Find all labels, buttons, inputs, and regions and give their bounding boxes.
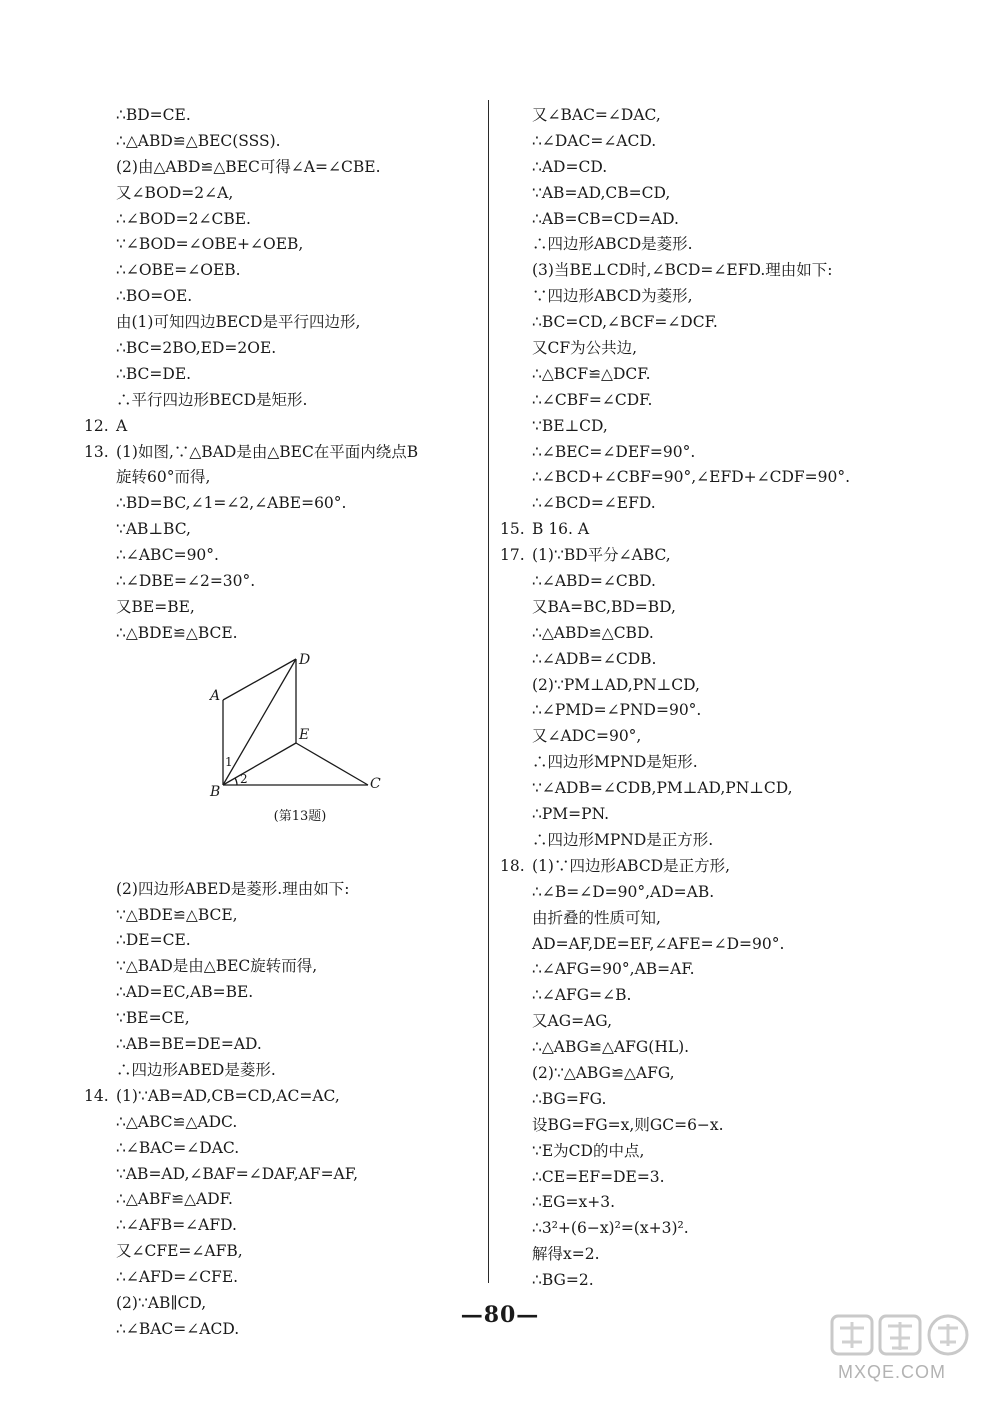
answer-text: ∴BG=FG. bbox=[532, 1089, 607, 1108]
answer-line bbox=[84, 1110, 484, 1136]
right-column bbox=[500, 103, 920, 1294]
answer-text: ∴∠ABC=90°. bbox=[116, 546, 219, 565]
answer-text: ∵∠ADB=∠CDB,PM⊥AD,PN⊥CD, bbox=[532, 779, 793, 798]
answer-text: 设BG=FG=x,则GC=6−x. bbox=[532, 1115, 724, 1134]
answer-text: ∴AD=CD. bbox=[532, 157, 608, 176]
segment-BE bbox=[223, 743, 296, 785]
answer-text: AD=AF,DE=EF,∠AFE=∠D=90°. bbox=[532, 934, 785, 953]
answer-line bbox=[500, 414, 920, 440]
answer-line bbox=[84, 1136, 484, 1162]
answer-text: 又∠BOD=2∠A, bbox=[116, 183, 234, 202]
answer-text: ∵△BAD是由△BEC旋转而得, bbox=[116, 957, 318, 976]
answer-text: ∵四边形ABCD为菱形, bbox=[532, 287, 693, 306]
answer-line bbox=[500, 1061, 920, 1087]
answer-text: 又∠BAC=∠DAC, bbox=[532, 106, 661, 124]
answer-line bbox=[500, 284, 920, 310]
answer-line bbox=[500, 983, 920, 1009]
answer-text: ∴∠DAC=∠ACD. bbox=[532, 131, 657, 150]
answer-text: 解得x=2. bbox=[532, 1245, 600, 1264]
answer-text: (2)由△ABD≌△BEC可得∠A=∠CBE. bbox=[116, 157, 381, 176]
answer-line bbox=[84, 103, 484, 129]
answer-line bbox=[500, 854, 920, 880]
answer-text: A bbox=[116, 416, 128, 435]
answer-line bbox=[84, 465, 484, 491]
answer-line bbox=[500, 1035, 920, 1061]
answer-line bbox=[500, 362, 920, 388]
geometry-diagram bbox=[200, 648, 400, 808]
answer-line bbox=[500, 1165, 920, 1191]
answer-text: ∴∠BEC=∠DEF=90°. bbox=[532, 442, 696, 461]
answer-line bbox=[500, 724, 920, 750]
answer-line bbox=[84, 181, 484, 207]
watermark-url: MXQE.COM bbox=[838, 1362, 947, 1382]
answer-text: ∴四边形ABCD是菱形. bbox=[532, 235, 693, 254]
answer-line bbox=[84, 1006, 484, 1032]
answer-line bbox=[84, 1032, 484, 1058]
answer-text: (2)∵△ABG≌△AFG, bbox=[532, 1063, 675, 1082]
answer-line bbox=[84, 207, 484, 233]
segment-EC bbox=[296, 743, 368, 785]
answer-text: ∴3²+(6−x)²=(x+3)². bbox=[532, 1219, 689, 1238]
answer-text: 又AG=AG, bbox=[532, 1012, 613, 1031]
label-angle-1: 1 bbox=[225, 755, 233, 769]
answer-text: ∵△BDE≌△BCE, bbox=[116, 905, 238, 924]
question-number: 14. bbox=[84, 1086, 109, 1105]
answer-line bbox=[500, 1139, 920, 1165]
answer-text: ∵AB=AD,∠BAF=∠DAF,AF=AF, bbox=[116, 1164, 359, 1183]
answer-line bbox=[500, 932, 920, 958]
answer-line bbox=[84, 877, 484, 903]
label-angle-2: 2 bbox=[240, 772, 248, 786]
answer-line bbox=[500, 595, 920, 621]
label-A: A bbox=[210, 688, 221, 704]
answer-line bbox=[500, 621, 920, 647]
answer-text: ∴△ABD≌△CBD. bbox=[532, 623, 654, 642]
answer-text: ∴∠BCD+∠CBF=90°,∠EFD+∠CDF=90°. bbox=[532, 468, 851, 487]
answer-text: ∴∠ADB=∠CDB. bbox=[532, 649, 657, 668]
answer-text: ∴∠CBF=∠CDF. bbox=[532, 390, 653, 409]
answer-text: 由(1)可知四边BECD是平行四边形, bbox=[116, 313, 361, 332]
answer-line bbox=[500, 1216, 920, 1242]
answer-text: 又∠ADC=90°, bbox=[532, 727, 642, 746]
answer-text: ∴∠BOD=2∠CBE. bbox=[116, 209, 251, 228]
answer-line bbox=[84, 491, 484, 517]
answer-line bbox=[84, 1265, 484, 1291]
answer-line bbox=[84, 1187, 484, 1213]
answer-line bbox=[500, 336, 920, 362]
answer-line bbox=[500, 569, 920, 595]
answer-text: ∴四边形MPND是正方形. bbox=[532, 830, 714, 849]
answer-line bbox=[500, 491, 920, 517]
answer-text: (3)当BE⊥CD时,∠BCD=∠EFD.理由如下: bbox=[532, 261, 833, 280]
answer-text: (2)四边形ABED是菱形.理由如下: bbox=[116, 879, 350, 898]
answer-line bbox=[500, 517, 920, 543]
answer-line bbox=[84, 155, 484, 181]
figure-13 bbox=[200, 648, 400, 828]
answer-line bbox=[500, 673, 920, 699]
answer-line bbox=[84, 414, 484, 440]
answer-line bbox=[500, 440, 920, 466]
question-number: 17. bbox=[500, 546, 525, 565]
answer-text: ∴∠AFD=∠CFE. bbox=[116, 1268, 239, 1287]
answer-text: ∴△ABF≌△ADF. bbox=[116, 1190, 233, 1209]
answer-text: (2)∵AB∥CD, bbox=[116, 1293, 207, 1312]
answer-line bbox=[500, 543, 920, 569]
answer-line bbox=[500, 1113, 920, 1139]
answer-text: ∴∠AFG=90°,AB=AF. bbox=[532, 960, 695, 979]
answer-text: ∵E为CD的中点, bbox=[532, 1141, 645, 1160]
answer-text: ∴BG=2. bbox=[532, 1271, 594, 1290]
answer-line bbox=[84, 543, 484, 569]
answer-text: ∴平行四边形BECD是矩形. bbox=[116, 390, 308, 409]
answer-text: 又BE=BE, bbox=[116, 597, 195, 616]
answer-line bbox=[84, 440, 484, 466]
answer-line bbox=[84, 1239, 484, 1265]
answer-text: ∴BO=OE. bbox=[116, 287, 193, 306]
answer-text: (1)如图,∵△BAD是由△BEC在平面内绕点B bbox=[116, 442, 419, 461]
segment-BD bbox=[223, 659, 296, 785]
answer-text: ∴EG=x+3. bbox=[532, 1193, 616, 1212]
answer-line bbox=[84, 258, 484, 284]
answer-text: ∴△ABC≌△ADC. bbox=[116, 1112, 238, 1131]
answer-text: ∴∠BAC=∠ACD. bbox=[116, 1319, 240, 1338]
answer-line bbox=[84, 1162, 484, 1188]
label-C: C bbox=[370, 776, 381, 792]
answer-line bbox=[500, 750, 920, 776]
answer-text: ∴∠DBE=∠2=30°. bbox=[116, 572, 256, 591]
answer-line bbox=[84, 362, 484, 388]
answer-text: ∴∠B=∠D=90°,AD=AB. bbox=[532, 882, 715, 901]
answer-line bbox=[84, 903, 484, 929]
answer-text: ∴四边形ABED是菱形. bbox=[116, 1060, 276, 1079]
answer-text: ∴△ABG≌△AFG(HL). bbox=[532, 1038, 690, 1057]
answer-line bbox=[500, 207, 920, 233]
answer-line bbox=[500, 1268, 920, 1294]
answer-text: ∴∠BCD=∠EFD. bbox=[532, 494, 656, 513]
answer-text: ∴∠AFB=∠AFD. bbox=[116, 1216, 237, 1235]
answer-text: ∴DE=CE. bbox=[116, 931, 191, 950]
label-D: D bbox=[299, 652, 311, 668]
figure-caption: (第13题) bbox=[273, 809, 327, 824]
answer-text: ∴BC=2BO,ED=2OE. bbox=[116, 339, 277, 358]
answer-text: ∴BC=CD,∠BCF=∠DCF. bbox=[532, 313, 718, 332]
answer-text: ∴AB=BE=DE=AD. bbox=[116, 1035, 262, 1054]
answer-line bbox=[84, 517, 484, 543]
answer-text: ∴AB=CB=CD=AD. bbox=[532, 209, 679, 228]
answer-line bbox=[84, 1084, 484, 1110]
answer-text: (1)∵BD平分∠ABC, bbox=[532, 546, 671, 565]
answer-text: ∵AB=AD,CB=CD, bbox=[532, 183, 671, 202]
answer-text: ∵∠BOD=∠OBE+∠OEB, bbox=[116, 235, 304, 254]
answer-text: ∴∠AFG=∠B. bbox=[532, 986, 632, 1005]
question-number: 18. bbox=[500, 856, 525, 875]
left-lines-top bbox=[84, 103, 484, 647]
answer-text: B 16. A bbox=[532, 520, 590, 539]
answer-text: (1)∵AB=AD,CB=CD,AC=AC, bbox=[116, 1086, 340, 1105]
segment-AD bbox=[223, 659, 296, 700]
answer-line bbox=[84, 621, 484, 647]
answer-line bbox=[500, 1242, 920, 1268]
answer-text: ∴△ABD≌△BEC(SSS). bbox=[116, 131, 281, 150]
answer-line bbox=[500, 129, 920, 155]
answer-text: ∵AB⊥BC, bbox=[116, 520, 191, 539]
answer-line bbox=[500, 1087, 920, 1113]
answer-line bbox=[500, 103, 920, 129]
answer-line bbox=[500, 232, 920, 258]
answer-text: ∴BD=BC,∠1=∠2,∠ABE=60°. bbox=[116, 494, 347, 513]
answer-line bbox=[500, 802, 920, 828]
answer-line bbox=[84, 129, 484, 155]
column-divider bbox=[488, 100, 489, 1283]
answer-text: ∴∠ABD=∠CBD. bbox=[532, 572, 656, 591]
answer-line bbox=[84, 388, 484, 414]
answer-line bbox=[500, 388, 920, 414]
answer-text: (1)∵四边形ABCD是正方形, bbox=[532, 856, 731, 875]
answer-line bbox=[500, 776, 920, 802]
answer-text: (2)∵PM⊥AD,PN⊥CD, bbox=[532, 675, 700, 694]
question-number: 12. bbox=[84, 416, 109, 435]
label-E: E bbox=[299, 727, 310, 743]
answer-line bbox=[500, 1190, 920, 1216]
answer-text: ∴∠BAC=∠DAC. bbox=[116, 1138, 240, 1157]
question-number: 13. bbox=[84, 442, 109, 461]
answer-text: ∴△BDE≌△BCE. bbox=[116, 623, 238, 642]
page-number: —80— bbox=[460, 1302, 540, 1328]
answer-text: ∴PM=PN. bbox=[532, 805, 610, 824]
answer-text: 又BA=BC,BD=BD, bbox=[532, 597, 676, 616]
answer-line bbox=[84, 336, 484, 362]
answer-line bbox=[500, 647, 920, 673]
answer-line bbox=[84, 980, 484, 1006]
answer-line bbox=[84, 595, 484, 621]
answer-line bbox=[84, 569, 484, 595]
answer-line bbox=[500, 880, 920, 906]
answer-text: ∴AD=EC,AB=BE. bbox=[116, 983, 254, 1002]
answer-line bbox=[500, 181, 920, 207]
answer-text: ∴四边形MPND是矩形. bbox=[532, 753, 698, 772]
answer-line bbox=[500, 310, 920, 336]
answer-text: ∴∠OBE=∠OEB. bbox=[116, 261, 241, 280]
answer-line bbox=[500, 155, 920, 181]
watermark-logo bbox=[830, 1312, 970, 1358]
answer-line bbox=[500, 465, 920, 491]
answer-text: 旋转60°而得, bbox=[116, 468, 211, 487]
answer-line bbox=[84, 310, 484, 336]
answer-line bbox=[84, 284, 484, 310]
answer-text: ∴BC=DE. bbox=[116, 364, 192, 383]
answer-line bbox=[500, 906, 920, 932]
left-lines-bottom bbox=[84, 877, 484, 1343]
answer-text: ∴BD=CE. bbox=[116, 106, 191, 124]
answer-text: ∴∠PMD=∠PND=90°. bbox=[532, 701, 702, 720]
answer-text: 由折叠的性质可知, bbox=[532, 908, 661, 927]
answer-line bbox=[84, 928, 484, 954]
answer-line bbox=[84, 954, 484, 980]
answer-line bbox=[500, 1009, 920, 1035]
answer-line bbox=[500, 698, 920, 724]
label-B: B bbox=[210, 784, 221, 800]
answer-text: ∴CE=EF=DE=3. bbox=[532, 1167, 665, 1186]
right-lines bbox=[500, 103, 920, 1294]
answer-line bbox=[84, 1213, 484, 1239]
answer-text: ∴△BCF≌△DCF. bbox=[532, 364, 651, 383]
answer-line bbox=[500, 258, 920, 284]
question-number: 15. bbox=[500, 520, 525, 539]
answer-text: 又∠CFE=∠AFB, bbox=[116, 1242, 243, 1261]
answer-line bbox=[84, 232, 484, 258]
answer-line bbox=[500, 957, 920, 983]
angle-2-arc bbox=[235, 778, 237, 785]
answer-text: 又CF为公共边, bbox=[532, 339, 638, 358]
answer-line bbox=[500, 828, 920, 854]
answer-text: ∵BE⊥CD, bbox=[532, 416, 608, 435]
answer-text: ∵BE=CE, bbox=[116, 1009, 190, 1028]
answer-line bbox=[84, 1058, 484, 1084]
